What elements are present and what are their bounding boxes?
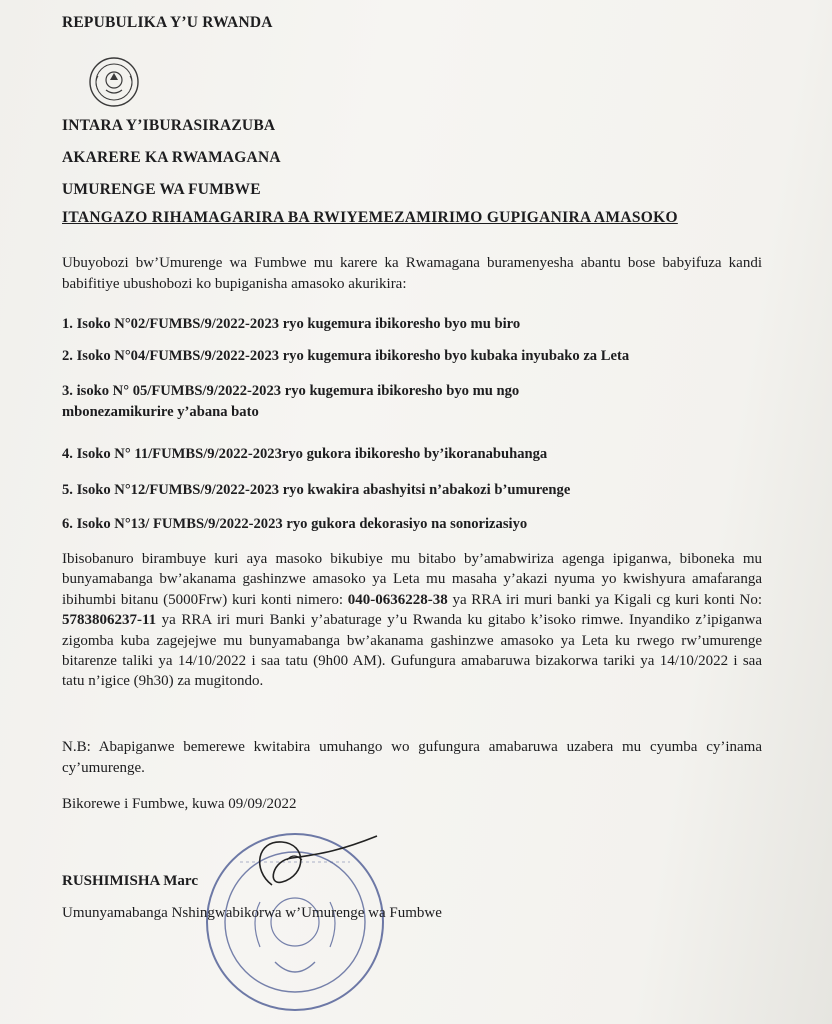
signer-role: Umunyamabanga Nshingwabikorwa w’Umurenge wa Fumbwe	[62, 905, 442, 921]
tender-item-1: 1. Isoko N°02/FUMBS/9/2022-2023 ryo kugemura ibikoresho byo mu biro	[62, 316, 521, 332]
tender-item-3: 3. isoko N° 05/FUMBS/9/2022-2023 ryo kugemura ibikoresho byo mu ngo mbonezamikurire y’abana bato	[62, 383, 520, 420]
province-heading: INTARA Y’IBURASIRAZUBA	[62, 117, 276, 134]
account-number-1: 040-0636228-38	[347, 591, 448, 608]
details-text-2: ya RRA iri muri banki ya Kigali cg kuri konti No:	[447, 591, 762, 608]
details-paragraph	[62, 549, 762, 692]
notice-title: ITANGAZO RIHAMAGARIRA BA RWIYEMEZAMIRIMO GUPIGANIRA AMASOKO	[62, 209, 678, 226]
district-heading: AKARERE KA RWAMAGANA	[62, 149, 281, 166]
signer-name: RUSHIMISHA Marc	[62, 873, 198, 889]
details-text-3: ya RRA iri muri Banki y’abaturage y’u Rwanda ku gitabo k’isoko rimwe. Inyandiko z’ipiganwa zigomba kuba zagejejwe mu bunyamabanga bw’akanama gashinzwe amasoko ya Leta ku rwego rw’umurenge bitarenze taliki ya 14/10/2022 i saa tatu (9h00 AM). Gufungura amabaruwa bizakorwa tariki ya 14/10/2022 i saa tatu n’igice (9h30) za mugitondo.	[62, 612, 762, 690]
tender-item-4: 4. Isoko N° 11/FUMBS/9/2022-2023ryo gukora ibikoresho by’ikoranabuhanga	[62, 446, 548, 462]
nb-paragraph: N.B: Abapiganwe bemerewe kwitabira umuhango wo gufungura amabaruwa uzabera mu cyumba cy’inama cy’umurenge.	[62, 739, 762, 776]
tender-item-5: 5. Isoko N°12/FUMBS/9/2022-2023 ryo kwakira abashyitsi n’abakozi b’umurenge	[62, 482, 571, 498]
rwanda-coat-of-arms-icon	[88, 56, 140, 108]
tender-item-2: 2. Isoko N°04/FUMBS/9/2022-2023 ryo kugemura ibikoresho byo kubaka inyubako za Leta	[62, 348, 630, 364]
intro-paragraph: Ubuyobozi bw’Umurenge wa Fumbwe mu karere ka Rwamagana buramenyesha abantu bose babyifuza kandi babifitiye ubushobozi ko bupiganisha amasoko akurikira:	[62, 255, 762, 292]
details-text-1: Ibisobanuro birambuye kuri aya masoko bikubiye mu bitabo by’amabwiriza agenga ipiganwa, biboneka mu bunyamabanga bw’akanama gashinzwe amasoko ya Leta mu masaha y’akazi nyuma yo kwishyura amafaranga ibihumbi bitanu (5000Frw) kuri konti nimero:	[62, 551, 762, 608]
republic-heading: REPUBULIKA Y’U RWANDA	[62, 14, 273, 31]
sector-heading: UMURENGE WA FUMBWE	[62, 181, 261, 198]
place-date: Bikorewe i Fumbwe, kuwa 09/09/2022	[62, 796, 297, 812]
account-number-2: 5783806237-11	[62, 612, 157, 629]
handwritten-signature-icon	[212, 830, 382, 900]
tender-item-6: 6. Isoko N°13/ FUMBS/9/2022-2023 ryo gukora dekorasiyo na sonorizasiyo	[62, 516, 528, 532]
